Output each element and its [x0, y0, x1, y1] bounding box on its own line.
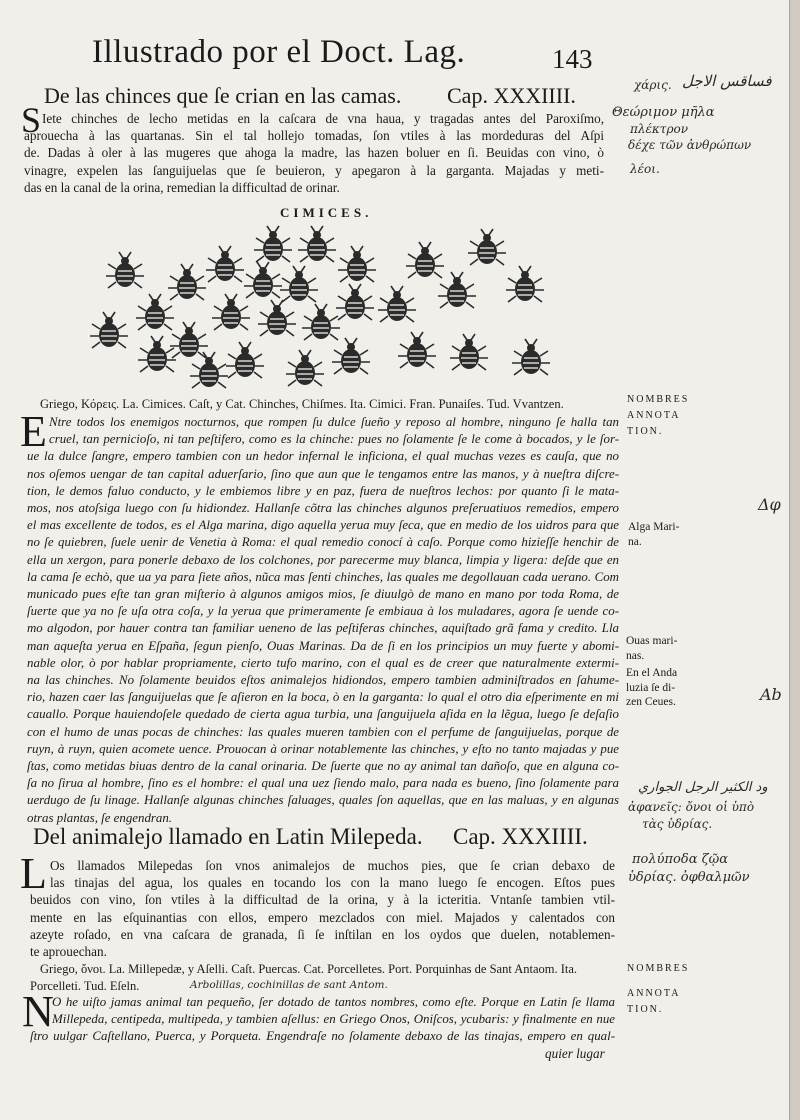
- text-line: ſtas, como metidas biuas dentro de la canal orinaria. De ſuerte que no ay animal tan dañoſo, que en alguna co-: [27, 759, 619, 774]
- text-line: mente en las eſquinantias con ellos, empero mezclados con miel. Majados y calentados con: [30, 909, 615, 925]
- handwritten-greek-note: ἀφανεῖς: ὄνοι οἱ ὑπὸ: [628, 800, 755, 814]
- text-line: vinagre, expelen las ſanguijuelas que ſe beuieron, y apegaron à la garganta. Majadas y meti-: [24, 162, 604, 178]
- drop-capital: N: [22, 987, 54, 1036]
- text-line: cauallo. Porque hauiendoſele quedado de cierta agua turbia, una ſanguijuela aſida en la lẽgua, luego ſe deſaſio: [27, 707, 619, 722]
- text-line: te aprouechan.: [30, 944, 107, 960]
- margin-note-alga: [628, 520, 679, 549]
- chapter-title: Del animalejo llamado en Latin Milepeda.: [33, 824, 423, 849]
- text-line: mo algodon, por hauer contra tan familiar ueneno de las peſtiferas chinches, aquiſtado grã fama y credito. Lla: [27, 621, 619, 636]
- handwritten-greek-note: τὰς ὑδρίας.: [642, 817, 713, 831]
- bedbugs-woodcut-illustration: [85, 225, 565, 395]
- text-line: ruyn, à ruyn, quien acomete uence. Prouocan à orinar notablemente las chinches, y eſto no tanto majadas y pue: [27, 741, 619, 756]
- text-line: con el humo de unas pocas de chinches: las quales mueren tambien con el perfume de ſanguijuelas, porque de: [27, 724, 619, 739]
- text-line: de. Dadas à oler à las mugeres que ahoga la madre, las hazen boluer en ſi. Beuidas con vino, ò: [24, 145, 604, 161]
- handwritten-greek-note: πλέκτρον: [630, 122, 689, 136]
- drop-capital: E: [20, 407, 47, 456]
- chapter-text-block: [24, 110, 604, 196]
- text-line: beuidos con vino, ſon vtiles à la difficultad de la orina, y à la icteritia. Vntanſe tambien vtil-: [30, 892, 615, 908]
- bug-row-2: [90, 284, 416, 358]
- bug-row-1: [106, 226, 544, 308]
- margin-heading: [627, 962, 689, 1016]
- margin-heading-line: ANNOTA: [627, 410, 681, 421]
- text-line: nable olor, ò por hablar propriamente, cierto tufo marino, con el qual es de creer que naturalmente extermi-: [27, 655, 619, 670]
- text-line: Millepeda, centipeda, multipeda, y tambien aſellus: en Griego Onos, Oniſcos, ycubaris: y finalmente en nue: [52, 1012, 615, 1027]
- text-line: las tinajas del agua, los quales en tocando los con la mano luego ſe encogen. Eſtos pues: [50, 875, 615, 891]
- drop-capital: S: [21, 100, 42, 140]
- text-line: Iete chinches de lecho metidas en la caſcara de vna haua, y tragadas antes del Paroxiſmo,: [42, 111, 604, 126]
- annotation-text-block: [30, 994, 615, 1046]
- text-line: man aqueſta yerua en Eſpaña, ſegun pienſo, Ouas Marinas. Da de ſi en los principios un muy fuerte y abomi-: [27, 638, 619, 653]
- margin-note-line: nas.: [626, 649, 645, 662]
- margin-note-andaluzia: [626, 666, 677, 710]
- handwritten-greek-note: χάρις.: [634, 78, 672, 92]
- margin-heading: [627, 393, 689, 438]
- text-line: na las chinches. No ſolamente beuidos eſtos animalejos hidiondos, empero tambien adminiſtrados en ſahume-: [27, 673, 619, 688]
- synonyms-line: Porcelleti. Tud. Eſeln.: [30, 979, 140, 993]
- margin-note-line: zen Ceues.: [626, 696, 676, 708]
- text-line: mos, nos atoſsiga luego con ſu hidiondez. Hallanſe cõtra las chinches algunos preſeruatiuos remedios, empero: [27, 501, 619, 516]
- handwritten-greek-note: δέχε τῶν ἀνθρώπων: [628, 138, 752, 152]
- chapter-title: De las chinces que ſe crian en las camas.: [44, 83, 402, 108]
- margin-note-ouas: [626, 634, 677, 663]
- handwritten-greek-note: Θεώριμον μῆλα: [612, 105, 715, 120]
- handwritten-greek-note: πολύποδα ζῷα: [632, 852, 729, 867]
- handwritten-arabic-note: فساقس الاجل: [682, 72, 772, 90]
- text-line: Os llamados Milepedas ſon vnos animalejos de muchos pies, que ſe crian debaxo de: [50, 858, 615, 873]
- text-line: azeyte roſado, en vna caſcara de granada, ſi ſe inſtilan en los oydos que duelen, notablemen-: [30, 926, 615, 942]
- handwritten-arabic-note: ود الكثير الرجل الجواري: [638, 780, 768, 795]
- text-line: ue la dulce ſangre, empero tambien con un hedor infernal le inficiona, el qual muchas vezes es cauſa, que no: [27, 449, 619, 464]
- text-line: la cama ſe echò, que ua ya para ſiete años, nũca mas ſenti chinches, las quales me degollauan cada uerano. Com: [27, 569, 619, 584]
- margin-heading-line: TION.: [627, 426, 664, 437]
- running-header-title: Illustrado por el Doct. Lag.: [92, 34, 466, 70]
- text-line: uerdugo de ſu linage. Hallanſe algunas chinches ſaluages, quales ſon aquellas, que en las maluas, y en algunas: [27, 793, 619, 808]
- margin-heading-line: TION.: [627, 1004, 664, 1015]
- figure-caption: CIMICES.: [280, 205, 373, 220]
- text-line: O he uiſto jamas animal tan pequeño, ſer dotado de tantos nombres, como eſte. Porque en Latin ſe llama: [52, 995, 615, 1009]
- margin-note-line: Alga Mari-: [628, 521, 680, 533]
- handwritten-symbol: Ab: [760, 685, 782, 704]
- page-edge: [789, 0, 800, 1120]
- annotation-text-block: [27, 414, 619, 827]
- margin-note-line: na.: [628, 535, 642, 548]
- catchword: quier lugar: [545, 1046, 605, 1061]
- bug-row-3: [138, 332, 550, 388]
- handwritten-greek-note: ὑδρίας. ὀφθαλμῶν: [628, 870, 750, 885]
- text-line: ella un xergon, para ponerle debaxo de los colchones, por parecerme muy blanca, limpia y ligera: deſde que en: [27, 552, 619, 567]
- page-number: 143: [552, 44, 593, 74]
- margin-heading-line: NOMBRES: [627, 394, 690, 405]
- margin-heading-line: NOMBRES: [627, 963, 690, 974]
- chapter-number: Cap. XXXIIII.: [447, 83, 576, 108]
- margin-note-line: Ouas mari-: [626, 635, 678, 647]
- text-line: rio, hazen caer las ſanguijuelas que ſe aſieron en la boca, ò en la garganta: lo qual el otro dia eſperimente en mi: [27, 690, 619, 705]
- margin-note-line: luzia ſe di-: [626, 681, 676, 694]
- synonyms-line: Griego, Κόρεις. La. Cimices. Caſt, y Cat. Chinches, Chiſmes. Ita. Cimici. Fran. Punaiſes. Tud. Vvantzen.: [40, 397, 564, 411]
- text-line: ſuerte que ya no ſe uſa otra coſa, y la yerua que primeramente ſe embiaua à los muladares, agora ſe uende co-: [27, 604, 619, 619]
- text-line: ſa no ſirua al hombre, ſino es el hombre: el qual una uez ſiendo malo, para nada es bueno, ſino ſolamente para: [27, 776, 619, 791]
- text-line: el mas excellente de todos, es el Alga marina, digo aquella yerua muy ſeca, que en medio de los uidros para que: [27, 518, 619, 533]
- text-line: nos oſemos uengar de tan capital aduerſario, ſino que aun que le tengamos entre las manos, y à nueſtra diſcre-: [27, 466, 619, 481]
- handwritten-symbol: Δφ: [758, 495, 781, 514]
- text-line: aprouecha à las quartanas. Sin el tal hollejo tomadas, ſon vtiles à las mordeduras del Aſpi: [24, 128, 604, 144]
- text-line: ſtro uulgar Caſtellano, Puerca, y Porqueta. Engendraſe no ſolamente debaxo de las tinajas, empero en qual-: [30, 1029, 615, 1044]
- text-line: tion, le demos faluo conducto, y le embiemos libre y en paz, fuera de nueſtros lechos: por quanto ſi le mata-: [27, 483, 619, 498]
- text-line: no ſe quiebren, ſuele uenir de Venetia à Roma: el qual remedio conocí à caſo. Porque como hizieſſe henchir de: [27, 535, 619, 550]
- handwritten-greek-note: λέοι.: [630, 162, 660, 176]
- drop-capital: L: [20, 849, 47, 898]
- text-line: Ntre todos los enemigos nocturnos, que rompen ſu dulce ſueño y reposo al hombre, ninguno ſe halla tan: [49, 415, 619, 429]
- handwritten-spanish-note: Arbolillas, cochinillas de sant Antom.: [190, 979, 388, 991]
- chapter-text-block: [30, 857, 615, 960]
- synonyms-line: Griego, ὄνοι. La. Millepedæ, y Aſelli. Caſt. Puercas. Cat. Porcelletes. Port. Porquinhas de Sant Antaom. Ita.: [40, 962, 578, 976]
- text-line: otras plantas, ſe engendran.: [27, 810, 173, 825]
- margin-heading-line: ANNOTA: [627, 988, 681, 999]
- margin-note-line: En el Anda: [626, 667, 678, 679]
- text-line: cruel, tan pernicioſo, ni tan peſtifero, como es la chinche: pues no ſolamente ſe le come à bocados, y le ſor-: [49, 432, 619, 447]
- text-line: das en la canal de la orina, remedian la difficultad de orinar.: [24, 179, 340, 195]
- text-line: municado pues eſte tan gran miſterio à algunos amigos mios, ſe diuulgò de mano en mano por toda Roma, de: [27, 587, 619, 602]
- chapter-number: Cap. XXXIIII.: [453, 824, 588, 849]
